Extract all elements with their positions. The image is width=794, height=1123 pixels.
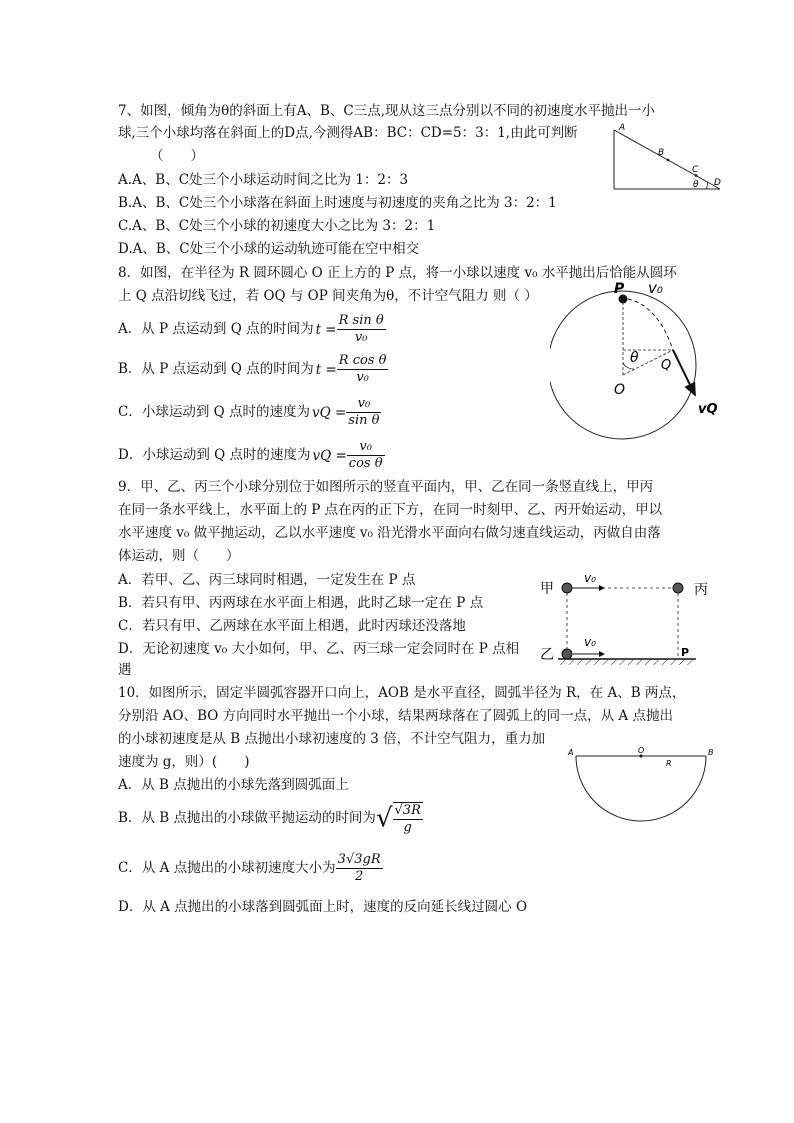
q8-option-a-text: A．从 P 点运动到 Q 点的时间为 xyxy=(118,321,314,337)
q8-option-d-numerator: v₀ xyxy=(347,439,385,456)
q8-option-a-fraction xyxy=(337,313,386,346)
q8-option-d-lhs: vQ = xyxy=(312,447,347,464)
q8-option-b-denominator: v₀ xyxy=(356,370,369,385)
q10-option-d: D．从 A 点抛出的小球落到圆弧面上时，速度的反向延长线过圆心 O xyxy=(118,899,528,915)
q8-option-d-text: D．小球运动到 Q 点时的速度为 xyxy=(118,447,311,463)
q9-option-a: A．若甲、乙、丙三球同时相遇，一定发生在 P 点 xyxy=(118,572,416,588)
label-v0: v₀ xyxy=(648,279,663,297)
q8-option-c-denominator: sin θ xyxy=(348,413,380,428)
ball-bing xyxy=(673,583,683,593)
label-v0-bottom: v₀ xyxy=(584,635,596,649)
q8-option-a xyxy=(118,312,386,347)
label-vq: vQ xyxy=(698,402,718,417)
q8-option-c xyxy=(118,395,381,430)
q9-option-c: C．若只有甲、乙两球在水平面上相遇，此时丙球还没落地 xyxy=(118,618,466,634)
q9-option-b: B．若只有甲、丙两球在水平面上相遇，此时乙球一定在 P 点 xyxy=(118,595,484,611)
q10-option-c xyxy=(118,848,383,888)
q9-balls-figure xyxy=(536,570,716,672)
label-theta: θ xyxy=(693,180,699,190)
semicircle-arc xyxy=(576,756,706,821)
q7-answer-paren: （ ） xyxy=(150,148,204,164)
q10-stem-line3: 的小球初速度是从 B 点抛出小球初速度的 3 倍，不计空气阻力，重力加 xyxy=(118,731,546,747)
label-d: D xyxy=(714,178,721,188)
q10-semicircle-figure xyxy=(566,742,716,822)
q10-stem-line2: 分别沿 AO、BO 方向同时水平抛出一个小球，结果两球落在了圆弧上的同一点，从 A 点抛出 xyxy=(118,708,673,724)
trajectory-dashed xyxy=(628,299,673,350)
q9-option-d: D．无论初速度 v₀ 大小如何，甲、乙、丙三球一定会同时在 P 点相 xyxy=(118,641,520,657)
label-a: A xyxy=(619,123,626,133)
q7-option-c: C.A、B、C处三个小球的初速度大小之比为 3：2：1 xyxy=(118,218,436,234)
label-p: P xyxy=(614,281,625,297)
velocity-arrow-q xyxy=(673,350,695,395)
q8-option-b-numerator: R cos θ xyxy=(338,353,387,368)
label-yi: 乙 xyxy=(540,647,554,663)
q8-option-b-fraction xyxy=(337,353,389,386)
label-theta: θ xyxy=(630,350,639,366)
label-c: C xyxy=(692,165,699,175)
label-b: B xyxy=(658,148,665,158)
q10-option-c-text: C．从 A 点抛出的小球初速度大小为 xyxy=(118,860,336,876)
q10-option-c-denominator: 2 xyxy=(355,869,364,884)
q7-stem-line2: 球,三个小球均落在斜面上的D点,今测得AB：BC：CD=5：3：1,由此可判断 xyxy=(118,125,578,141)
label-bing: 丙 xyxy=(694,582,708,598)
q7-option-b: B.A、B、C处三个小球落在斜面上时速度与初速度的夹角之比为 3：2：1 xyxy=(118,195,557,211)
q8-option-c-text: C．小球运动到 Q 点时的速度为 xyxy=(118,404,310,420)
q9-stem-line4: 体运动，则（ ） xyxy=(118,548,240,564)
label-r: R xyxy=(666,759,672,768)
q8-stem-line1: 8．如图，在半径为 R 圆环圆心 O 正上方的 P 点，将一小球以速度 v₀ 水平抛出后恰能从圆环 xyxy=(118,265,677,281)
q10-option-b xyxy=(118,798,423,839)
point-b-dot xyxy=(667,159,670,162)
q10-stem-line4: 速度为 g，则）( ) xyxy=(118,754,250,770)
label-p: P xyxy=(681,646,690,659)
label-b: B xyxy=(708,748,714,757)
q10-stem-line1: 10．如图所示，固定半圆弧容器开口向上，AOB 是水平直径，圆弧半径为 R，在 A、B 两点， xyxy=(118,685,686,701)
q7-option-d: D.A、B、C处三个小球的运动轨迹可能在空中相交 xyxy=(118,241,420,257)
q10-option-b-radical: √ $\frac{√3R}{g}$ xyxy=(375,802,421,835)
q8-option-d-denominator: cos θ xyxy=(348,456,383,471)
q8-ring-figure xyxy=(550,278,720,448)
q8-option-a-denominator: v₀ xyxy=(354,330,368,345)
q8-option-c-lhs: vQ = xyxy=(311,404,347,421)
q9-stem-line3: 水平速度 v₀ 做平抛运动，乙以水平速度 v₀ 沿光滑水平面向右做匀速直线运动，丙做自由落 xyxy=(118,525,661,541)
q8-option-a-numerator: R sin θ xyxy=(338,313,384,328)
q7-option-a: A.A、B、C处三个小球运动时间之比为 1：2：3 xyxy=(118,172,409,188)
label-jia: 甲 xyxy=(540,581,554,597)
label-a: A xyxy=(568,748,574,757)
label-o: O xyxy=(638,746,645,755)
q10-option-c-numerator: 3√3gR xyxy=(337,852,381,867)
q10-option-b-numerator: √3R xyxy=(394,802,421,818)
ground-hatch xyxy=(558,659,696,665)
theta-arc xyxy=(706,182,708,189)
q7-incline-figure xyxy=(606,118,726,194)
q8-option-b-lhs: t = xyxy=(315,361,337,378)
q8-option-c-fraction xyxy=(346,396,381,429)
q8-option-b xyxy=(118,352,388,387)
label-o: O xyxy=(614,382,626,398)
q8-option-a-lhs: t = xyxy=(315,321,337,338)
label-v0-top: v₀ xyxy=(584,571,596,585)
q9-option-d-cont: 遇 xyxy=(118,662,132,678)
label-q: Q xyxy=(661,358,672,373)
q9-stem-line2: 在同一条水平线上，水平面上的 P 点在丙的正下方，在同一时刻甲、乙、丙开始运动，甲以 xyxy=(118,502,663,518)
q8-option-d xyxy=(118,438,385,473)
q10-option-c-fraction xyxy=(336,852,383,885)
q8-option-c-numerator: v₀ xyxy=(346,396,381,413)
ball-jia xyxy=(562,583,572,593)
q10-option-b-text: B．从 B 点抛出的小球做平抛运动的时间为 xyxy=(118,810,376,826)
q9-stem-line1: 9．甲、乙、丙三个小球分别位于如图所示的竖直平面内，甲、乙在同一条竖直线上，甲丙 xyxy=(118,479,654,495)
ball-yi xyxy=(562,649,572,659)
q10-option-a: A．从 B 点抛出的小球先落到圆弧面上 xyxy=(118,777,349,793)
q8-option-b-text: B．从 P 点运动到 Q 点的时间为 xyxy=(118,361,314,377)
q10-option-b-denominator: g xyxy=(403,819,412,835)
q7-stem-line1: 7、如图，倾角为θ的斜面上有A、B、C三点,现从这三点分别以不同的初速度水平抛出一小 xyxy=(118,103,656,119)
q8-option-d-fraction xyxy=(347,439,385,472)
q8-stem-line2: 上 Q 点沿切线飞过，若 OQ 与 OP 间夹角为θ，不计空气阻力 则（ ） xyxy=(118,288,538,304)
